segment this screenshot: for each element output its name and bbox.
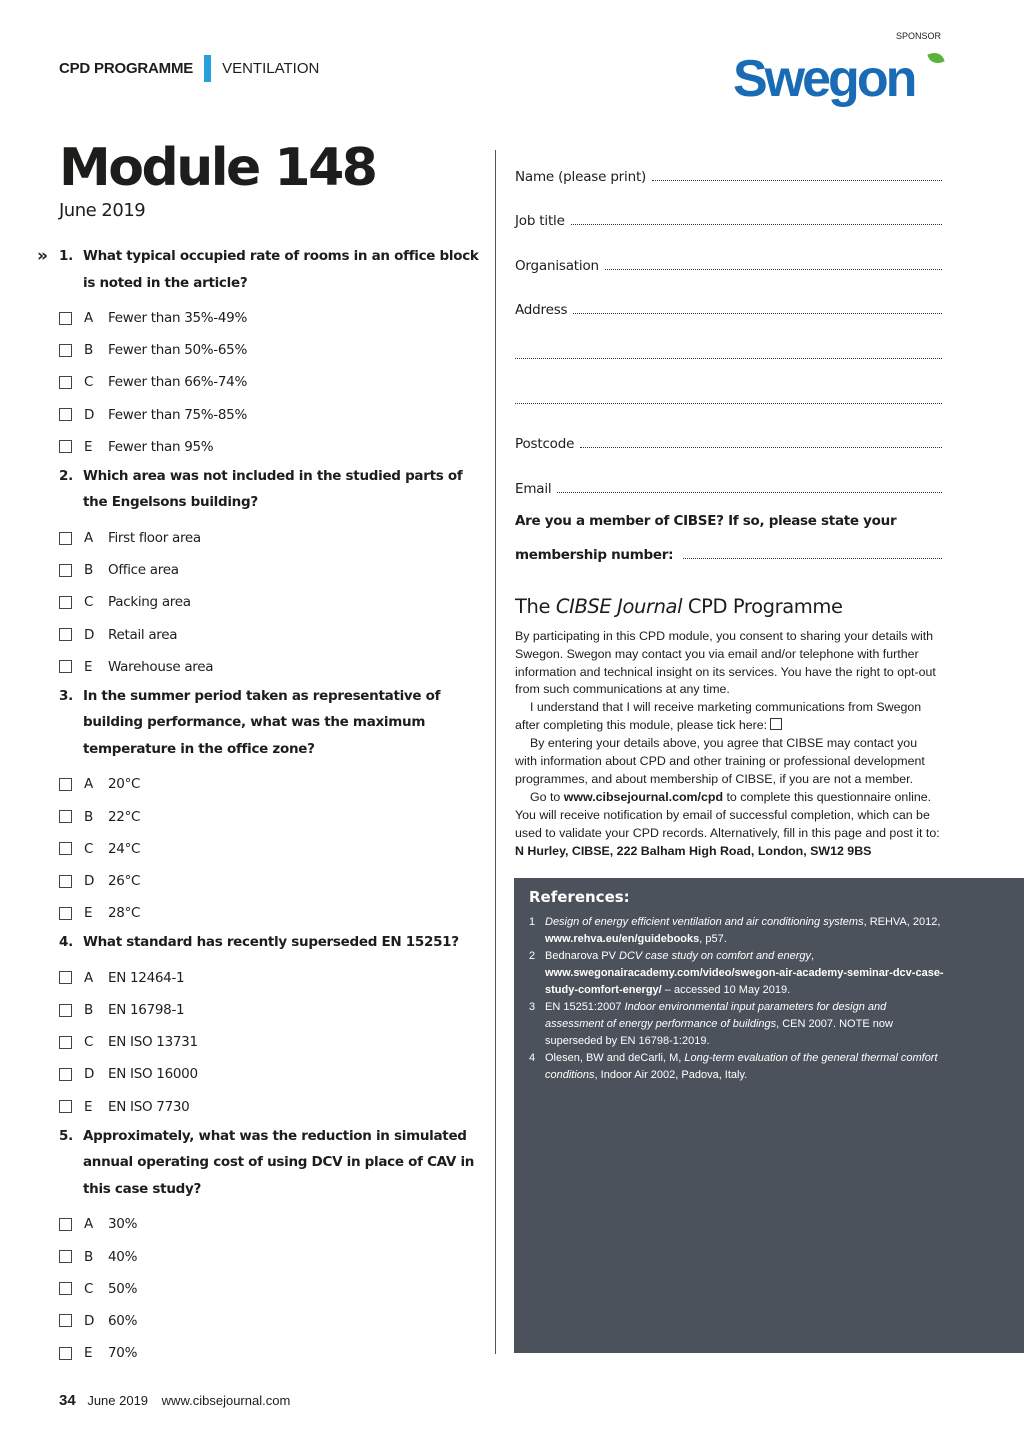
field-input-line[interactable] bbox=[557, 492, 942, 493]
checkbox-icon[interactable] bbox=[59, 408, 72, 421]
checkbox-icon[interactable] bbox=[59, 564, 72, 577]
field-input-line[interactable] bbox=[515, 358, 942, 359]
answer-option[interactable] bbox=[59, 1273, 479, 1305]
reference-tail: – accessed 10 May 2019. bbox=[661, 984, 791, 996]
option-letter: D bbox=[84, 873, 95, 890]
field-label: Job title bbox=[515, 213, 565, 230]
field-email[interactable] bbox=[515, 452, 942, 497]
module-date: June 2019 bbox=[59, 200, 146, 221]
answer-option[interactable] bbox=[59, 1208, 479, 1240]
option-letter: E bbox=[84, 658, 93, 675]
reference-item bbox=[529, 914, 944, 948]
checkbox-icon[interactable] bbox=[59, 1282, 72, 1295]
option-text: 28°C bbox=[108, 905, 141, 922]
answer-option[interactable] bbox=[59, 554, 479, 586]
answer-option[interactable] bbox=[59, 619, 479, 651]
question-number: 3. bbox=[59, 687, 73, 704]
reference-text bbox=[545, 948, 944, 999]
reference-pre: Bednarova PV bbox=[545, 950, 619, 962]
programme-label: CPD PROGRAMME bbox=[59, 60, 194, 77]
checkbox-icon[interactable] bbox=[59, 1314, 72, 1327]
field-name-please-print[interactable] bbox=[515, 140, 942, 185]
double-chevron-icon: » bbox=[37, 246, 48, 266]
programme-body bbox=[515, 628, 942, 861]
reference-tail: , Indoor Air 2002, Padova, Italy. bbox=[594, 1069, 748, 1081]
reference-item bbox=[529, 999, 944, 1050]
answer-option[interactable] bbox=[59, 586, 479, 618]
field-input-line[interactable] bbox=[605, 269, 942, 270]
option-letter: E bbox=[84, 1098, 93, 1115]
marketing-checkbox[interactable] bbox=[770, 718, 782, 730]
membership-input-line[interactable] bbox=[683, 558, 942, 559]
page-footer bbox=[59, 1392, 290, 1409]
question-text: Approximately, what was the reduction in simulated annual operating cost of using DCV in place of CAV in this case study? bbox=[83, 1127, 475, 1197]
questions-list bbox=[37, 243, 479, 1369]
option-text: 20°C bbox=[108, 776, 141, 793]
checkbox-icon[interactable] bbox=[59, 1347, 72, 1360]
reference-link[interactable]: www.rehva.eu/en/guidebooks bbox=[545, 933, 700, 945]
answer-option[interactable] bbox=[59, 302, 479, 334]
reference-tail: , CEN 2007. NOTE now superseded by EN 16798-1:2019. bbox=[545, 1018, 893, 1047]
option-text: 30% bbox=[108, 1216, 138, 1233]
answer-option[interactable] bbox=[59, 1305, 479, 1337]
option-letter: B bbox=[84, 562, 93, 579]
reference-italic: Indoor environmental input parameters for design and assessment of energy performance of buildings bbox=[545, 1001, 887, 1030]
checkbox-icon[interactable] bbox=[59, 376, 72, 389]
answer-option[interactable] bbox=[59, 1240, 479, 1272]
reference-number: 2 bbox=[529, 950, 536, 962]
reference-tail: , p57. bbox=[699, 933, 727, 945]
marketing-text: I understand that I will receive marketing communications from Swegon after completing this module, please tick here: bbox=[515, 700, 922, 733]
question-3 bbox=[59, 683, 479, 763]
checkbox-icon[interactable] bbox=[59, 1250, 72, 1263]
checkbox-icon[interactable] bbox=[59, 1004, 72, 1017]
option-text: Fewer than 66%-74% bbox=[108, 374, 247, 391]
option-text: 50% bbox=[108, 1280, 138, 1297]
checkbox-icon[interactable] bbox=[59, 842, 72, 855]
checkbox-icon[interactable] bbox=[59, 778, 72, 791]
question-5 bbox=[59, 1123, 479, 1203]
field-address[interactable] bbox=[515, 274, 942, 319]
option-text: Packing area bbox=[108, 594, 191, 611]
option-text: 24°C bbox=[108, 840, 141, 857]
option-text: 26°C bbox=[108, 873, 141, 890]
answer-option[interactable] bbox=[59, 994, 479, 1026]
option-text: EN ISO 7730 bbox=[108, 1098, 190, 1115]
reference-italic: Design of energy efficient ventilation and air conditioning systems bbox=[545, 916, 864, 928]
option-text: Warehouse area bbox=[108, 658, 214, 675]
question-text: What standard has recently superseded EN 15251? bbox=[83, 934, 459, 951]
programme-heading bbox=[515, 595, 942, 618]
field-label: Email bbox=[515, 480, 552, 497]
option-text: Fewer than 35%-49% bbox=[108, 310, 247, 327]
field-label: Postcode bbox=[515, 436, 575, 453]
option-letter: D bbox=[84, 406, 95, 423]
logo-wordmark: Swegon bbox=[733, 50, 915, 108]
option-letter: C bbox=[84, 594, 94, 611]
answer-option[interactable] bbox=[59, 865, 479, 897]
option-letter: C bbox=[84, 840, 94, 857]
question-text: In the summer period taken as representative of building performance, what was the maximum temperature in the office zone? bbox=[83, 687, 441, 757]
checkbox-icon[interactable] bbox=[59, 1068, 72, 1081]
checkbox-icon[interactable] bbox=[59, 312, 72, 325]
reference-italic: DCV case study on comfort and energy bbox=[619, 950, 811, 962]
option-letter: B bbox=[84, 1248, 93, 1265]
option-text: Retail area bbox=[108, 626, 178, 643]
references-title: References: bbox=[529, 888, 630, 906]
answer-option[interactable] bbox=[59, 366, 479, 398]
option-letter: A bbox=[84, 1216, 93, 1233]
reference-pre: EN 15251:2007 bbox=[545, 1001, 625, 1013]
checkbox-icon[interactable] bbox=[59, 532, 72, 545]
reference-text bbox=[545, 914, 944, 948]
leaf-icon bbox=[927, 50, 944, 66]
option-letter: B bbox=[84, 808, 93, 825]
column-divider bbox=[495, 150, 496, 1354]
field-address-line[interactable] bbox=[515, 318, 942, 363]
reference-number: 3 bbox=[529, 1001, 536, 1013]
field-input-line[interactable] bbox=[571, 224, 942, 225]
option-letter: C bbox=[84, 1034, 94, 1051]
answer-option[interactable] bbox=[59, 431, 479, 463]
option-letter: B bbox=[84, 342, 93, 359]
field-input-line[interactable] bbox=[652, 180, 942, 181]
checkbox-icon[interactable] bbox=[59, 344, 72, 357]
question-text: What typical occupied rate of rooms in an office block is noted in the article? bbox=[83, 248, 479, 291]
answer-option[interactable] bbox=[59, 962, 479, 994]
option-text: 40% bbox=[108, 1248, 138, 1265]
checkbox-icon[interactable] bbox=[59, 628, 72, 641]
reference-italic: Long-term evaluation of the general thermal comfort conditions bbox=[545, 1052, 938, 1081]
field-label: Address bbox=[515, 302, 568, 319]
consent-paragraph: By participating in this CPD module, you consent to sharing your details with Swegon. Swegon may contact you via email and/or telephone with further information and technical insight on its services. You have the right to opt-out from such communications at any time. bbox=[515, 628, 936, 697]
field-input-line[interactable] bbox=[515, 403, 942, 404]
field-address-line[interactable] bbox=[515, 363, 942, 408]
option-text: EN ISO 16000 bbox=[108, 1066, 198, 1083]
online-paragraph bbox=[515, 789, 942, 861]
question-text: Which area was not included in the studied parts of the Engelsons building? bbox=[83, 467, 463, 511]
question-number: 1. bbox=[59, 248, 73, 264]
checkbox-icon[interactable] bbox=[59, 971, 72, 984]
option-text: EN 12464-1 bbox=[108, 969, 185, 986]
answer-option[interactable] bbox=[59, 399, 479, 431]
references-panel bbox=[514, 878, 1024, 1353]
field-input-line[interactable] bbox=[580, 447, 942, 448]
checkbox-icon[interactable] bbox=[59, 810, 72, 823]
option-letter: D bbox=[84, 1312, 95, 1329]
checkbox-icon[interactable] bbox=[59, 907, 72, 920]
checkbox-icon[interactable] bbox=[59, 596, 72, 609]
answer-option[interactable] bbox=[59, 651, 479, 683]
heading-pre: The bbox=[515, 594, 556, 618]
page-number: 34 bbox=[59, 1392, 76, 1409]
checkbox-icon[interactable] bbox=[59, 1100, 72, 1113]
answer-option[interactable] bbox=[59, 768, 479, 800]
answer-option[interactable] bbox=[59, 1337, 479, 1369]
option-letter: C bbox=[84, 374, 94, 391]
question-number: 5. bbox=[59, 1127, 73, 1144]
option-text: Fewer than 50%-65% bbox=[108, 342, 247, 359]
answer-option[interactable] bbox=[59, 1058, 479, 1090]
contact-paragraph: By entering your details above, you agree that CIBSE may contact you with information about CPD and other training or professional development programmes, and about membership of CIBSE, if you are not a member. bbox=[515, 736, 925, 786]
answer-option[interactable] bbox=[59, 334, 479, 366]
footer-url: www.cibsejournal.com bbox=[161, 1393, 291, 1408]
checkbox-icon[interactable] bbox=[59, 660, 72, 673]
answer-option[interactable] bbox=[59, 897, 479, 929]
question-2 bbox=[59, 463, 479, 516]
reference-item bbox=[529, 948, 944, 999]
answer-option[interactable] bbox=[59, 1026, 479, 1058]
field-label: Organisation bbox=[515, 257, 599, 274]
reference-text bbox=[545, 1050, 944, 1084]
marketing-paragraph bbox=[515, 699, 942, 735]
membership-label: membership number: bbox=[515, 546, 674, 563]
option-text: Fewer than 75%-85% bbox=[108, 406, 247, 423]
option-letter: E bbox=[84, 438, 93, 455]
reference-number: 4 bbox=[529, 1052, 536, 1064]
answer-option[interactable] bbox=[59, 1091, 479, 1123]
sponsor-label: SPONSOR bbox=[895, 31, 941, 41]
checkbox-icon[interactable] bbox=[59, 1036, 72, 1049]
reference-link[interactable]: www.swegonairacademy.com/video/swegon-air-academy-seminar-dcv-case-study-comfort-energy/ bbox=[545, 967, 944, 996]
heading-post: CPD Programme bbox=[682, 594, 843, 618]
option-text: 70% bbox=[108, 1345, 138, 1362]
reference-number: 1 bbox=[529, 916, 536, 928]
option-letter: D bbox=[84, 626, 95, 643]
option-text: 22°C bbox=[108, 808, 141, 825]
cpd-link[interactable]: www.cibsejournal.com/cpd bbox=[563, 789, 724, 804]
field-input-line[interactable] bbox=[573, 313, 942, 314]
accent-bar bbox=[204, 55, 211, 82]
field-job-title[interactable] bbox=[515, 185, 942, 230]
reference-text bbox=[545, 999, 944, 1050]
online-post: to complete this questionnaire online. You will receive notification by email of successful completion, which can be used to validate your CPD records. Alternatively, fill in this page and post it to: bbox=[515, 789, 940, 840]
answer-option[interactable] bbox=[59, 522, 479, 554]
answer-option[interactable] bbox=[59, 801, 479, 833]
answer-option[interactable] bbox=[59, 833, 479, 865]
field-organisation[interactable] bbox=[515, 229, 942, 274]
option-letter: B bbox=[84, 1002, 93, 1019]
topic-label: VENTILATION bbox=[222, 60, 320, 77]
option-letter: D bbox=[84, 1066, 95, 1083]
question-1 bbox=[37, 243, 479, 296]
checkbox-icon[interactable] bbox=[59, 440, 72, 453]
option-text: Office area bbox=[108, 562, 179, 579]
question-number: 2. bbox=[59, 467, 73, 484]
footer-date: June 2019 bbox=[87, 1393, 149, 1408]
field-postcode[interactable] bbox=[515, 408, 942, 453]
heading-journal: CIBSE Journal bbox=[555, 594, 683, 618]
registration-form bbox=[515, 140, 942, 861]
module-title: Module 148 bbox=[59, 138, 376, 198]
option-letter: A bbox=[84, 310, 93, 327]
option-text: EN 16798-1 bbox=[108, 1002, 185, 1019]
question-4 bbox=[59, 929, 479, 956]
question-number: 4. bbox=[59, 934, 73, 951]
membership-field[interactable] bbox=[515, 547, 942, 563]
member-question: Are you a member of CIBSE? If so, please state your bbox=[515, 512, 897, 529]
option-text: EN ISO 13731 bbox=[108, 1034, 198, 1051]
online-pre: Go to bbox=[530, 789, 564, 804]
section-header bbox=[59, 55, 319, 82]
option-letter: C bbox=[84, 1280, 94, 1297]
reference-pre: Olesen, BW and deCarli, M, bbox=[545, 1052, 685, 1064]
postal-address: N Hurley, CIBSE, 222 Balham High Road, London, SW12 9BS bbox=[515, 843, 872, 858]
field-label: Name (please print) bbox=[515, 168, 647, 185]
swegon-logo bbox=[733, 48, 945, 110]
option-text: Fewer than 95% bbox=[108, 438, 214, 455]
reference-mid: , bbox=[810, 950, 815, 962]
reference-mid: , REHVA, 2012, bbox=[863, 916, 941, 928]
checkbox-icon[interactable] bbox=[59, 1218, 72, 1231]
option-letter: A bbox=[84, 969, 93, 986]
option-text: 60% bbox=[108, 1312, 138, 1329]
checkbox-icon[interactable] bbox=[59, 875, 72, 888]
option-letter: A bbox=[84, 776, 93, 793]
reference-item bbox=[529, 1050, 944, 1084]
option-letter: E bbox=[84, 905, 93, 922]
option-letter: E bbox=[84, 1345, 93, 1362]
option-letter: A bbox=[84, 530, 93, 547]
option-text: First floor area bbox=[108, 530, 201, 547]
